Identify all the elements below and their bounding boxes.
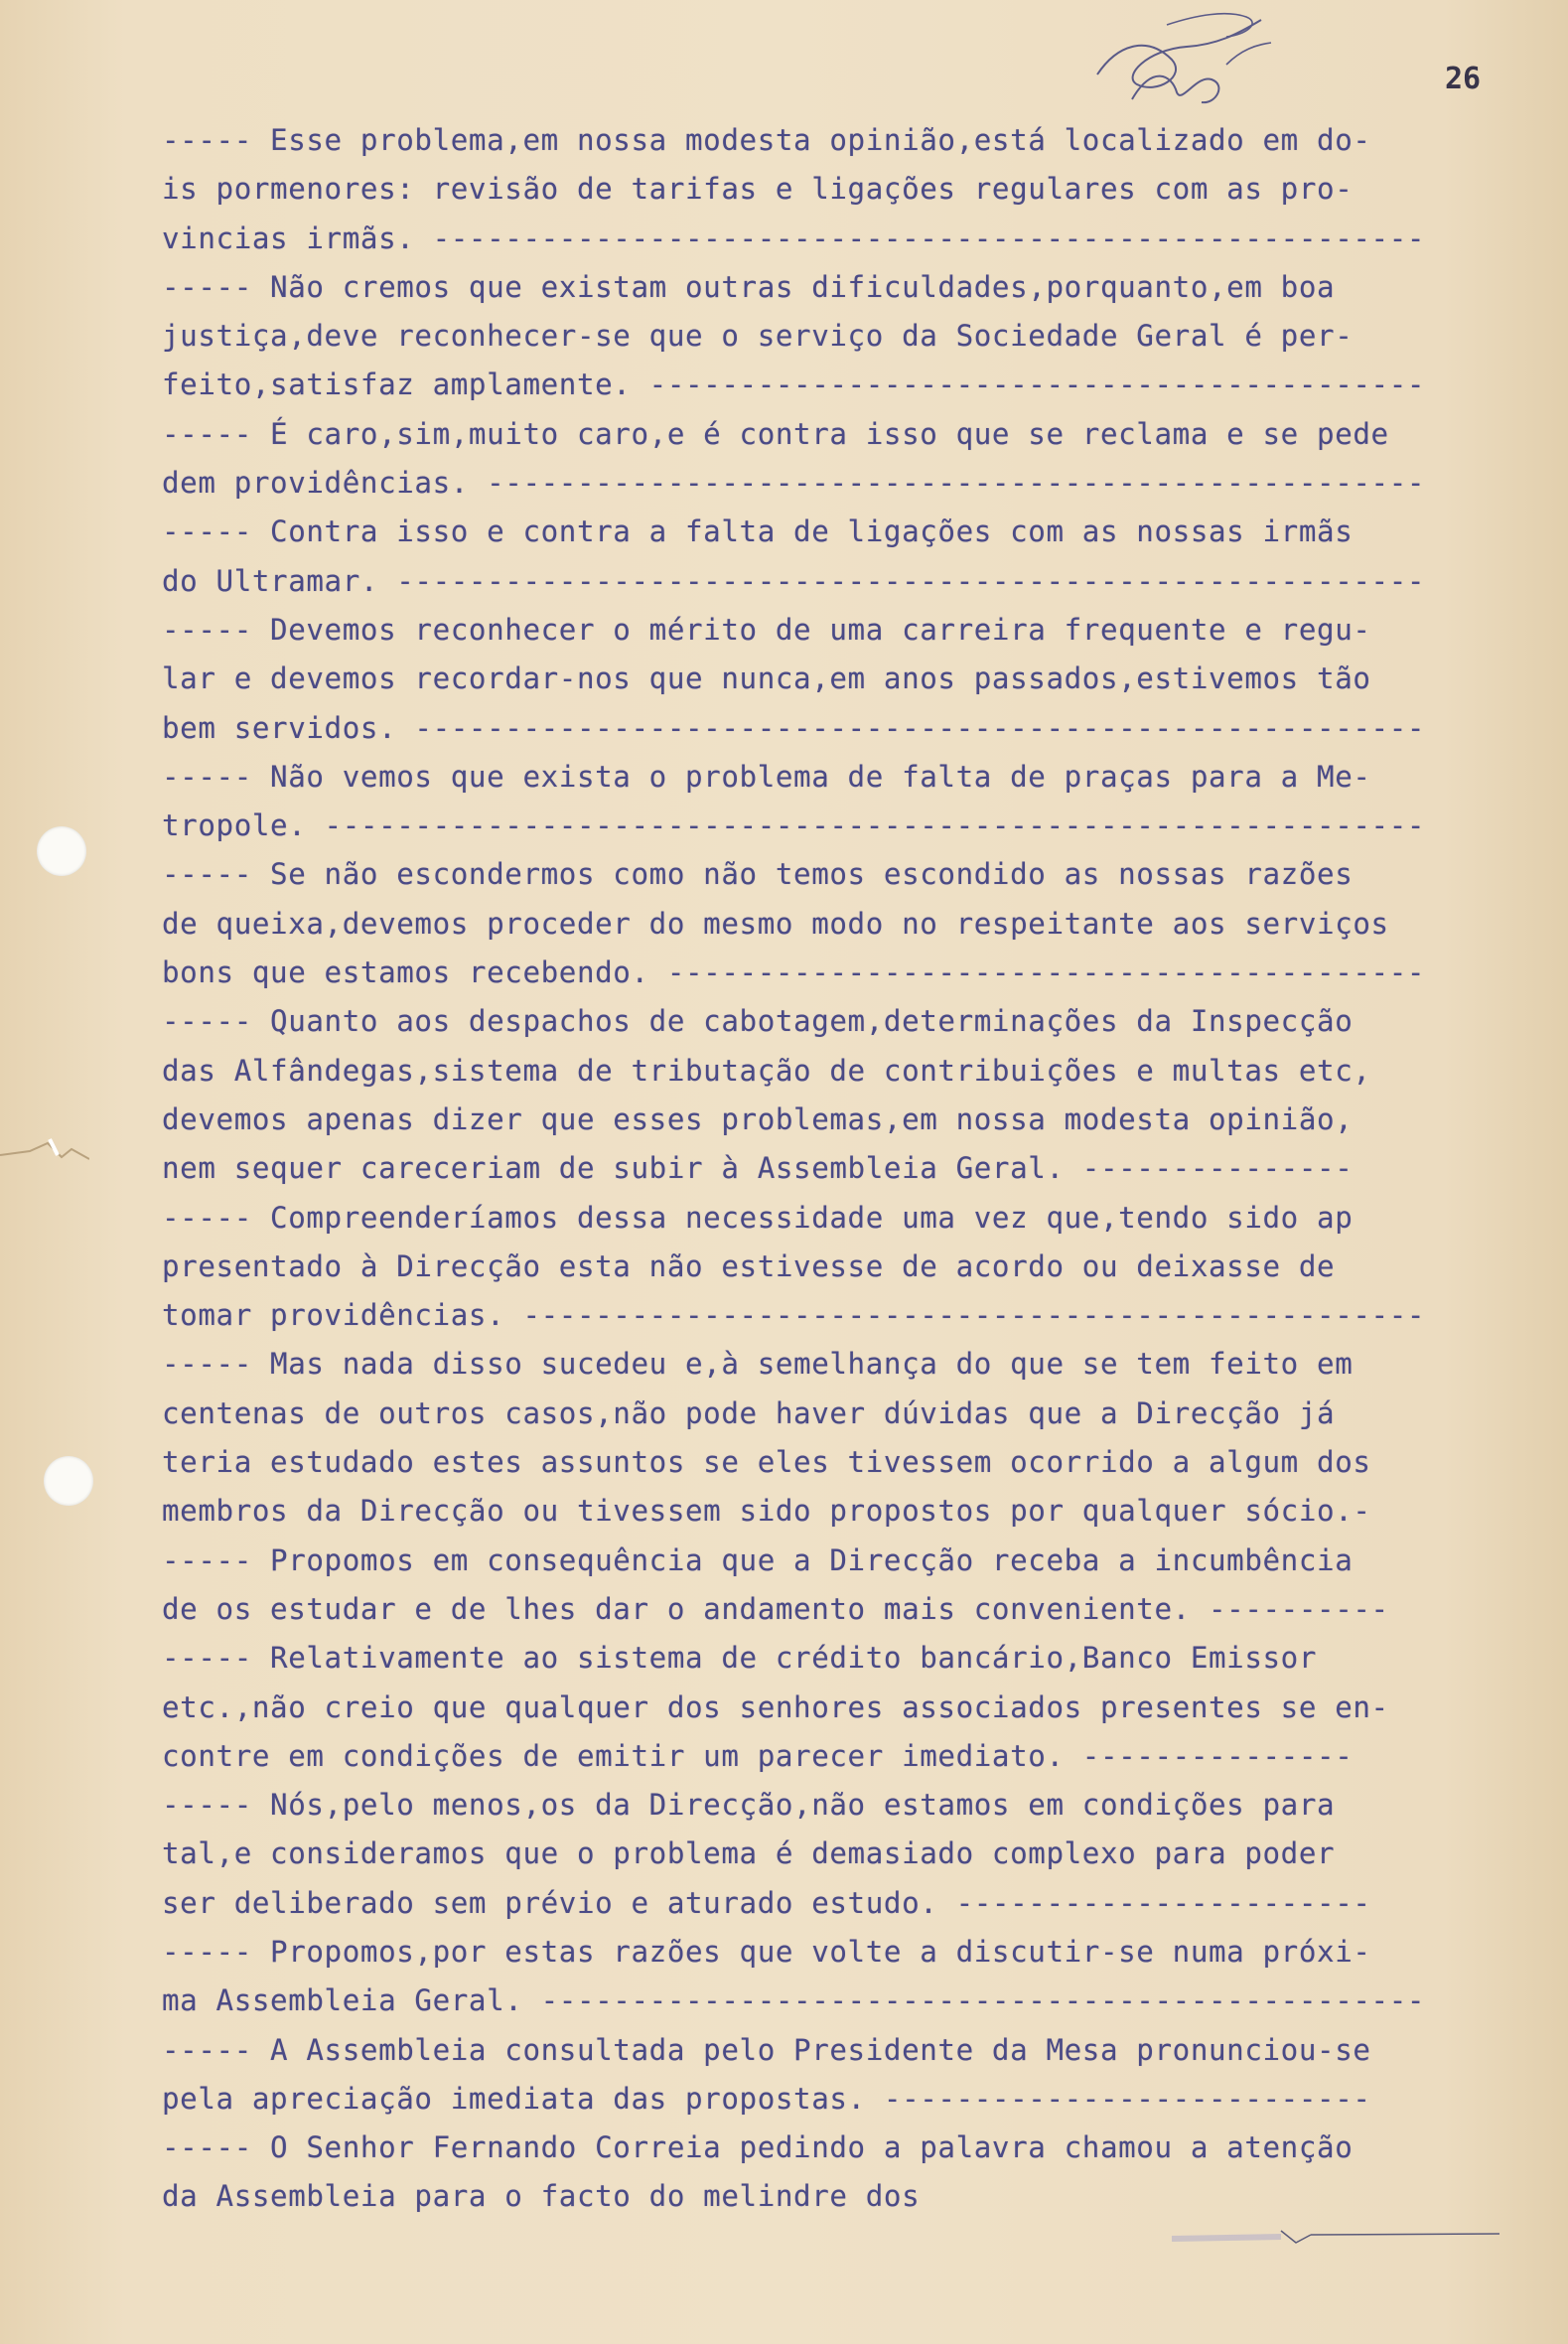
- text-line: ----- Nós,pelo menos,os da Direcção,não estamos em condições para: [162, 1788, 1336, 1823]
- punch-hole-lower: [44, 1456, 93, 1506]
- text-line: ----- Propomos,por estas razões que volte a discutir-se numa próxi-: [162, 1934, 1371, 1969]
- text-line: bons que estamos recebendo. ------------------------------------------: [162, 955, 1426, 990]
- page-number: 26: [1445, 62, 1482, 96]
- text-line: justiça,deve reconhecer-se que o serviço da Sociedade Geral é per-: [162, 319, 1354, 354]
- text-line: ----- Se não escondermos como não temos escondido as nossas razões: [162, 857, 1354, 892]
- text-line: is pormenores: revisão de tarifas e ligações regulares com as pro-: [162, 172, 1354, 207]
- text-line: ----- Mas nada disso sucedeu e,à semelhança do que se tem feito em: [162, 1347, 1354, 1382]
- text-line: da Assembleia para o facto do melindre dos: [162, 2179, 921, 2214]
- text-line: de os estudar e de lhes dar o andamento mais conveniente. ----------: [162, 1591, 1389, 1626]
- text-line: membros da Direcção ou tivessem sido propostos por qualquer sócio.-: [162, 1494, 1371, 1529]
- text-line: etc.,não creio que qualquer dos senhores associados presentes se en-: [162, 1689, 1389, 1724]
- text-line: de queixa,devemos proceder do mesmo modo no respeitante aos serviços: [162, 906, 1389, 941]
- typed-body-text: [162, 116, 1568, 2222]
- text-line: ----- Propomos em consequência que a Direcção receba a incumbência: [162, 1542, 1354, 1577]
- text-line: do Ultramar. ---------------------------------------------------------: [162, 563, 1426, 598]
- text-line: lar e devemos recordar-nos que nunca,em anos passados,estivemos tão: [162, 661, 1371, 696]
- text-line: tropole. -------------------------------------------------------------: [162, 808, 1426, 843]
- text-line: das Alfândegas,sistema de tributação de contribuições e multas etc,: [162, 1053, 1371, 1088]
- text-line: ----- Devemos reconhecer o mérito de uma carreira frequente e regu-: [162, 612, 1371, 647]
- punch-hole-upper: [37, 826, 86, 876]
- text-line: ----- Não vemos que exista o problema de falta de praças para a Me-: [162, 759, 1371, 794]
- text-line: presentado à Direcção esta não estivesse de acordo ou deixasse de: [162, 1248, 1336, 1283]
- text-line: ----- Contra isso e contra a falta de ligações com as nossas irmãs: [162, 514, 1354, 549]
- text-line: pela apreciação imediata das propostas. ---------------------------: [162, 2081, 1371, 2116]
- text-line: ----- É caro,sim,muito caro,e é contra isso que se reclama e se pede: [162, 416, 1389, 451]
- signature-mark: [1077, 5, 1286, 124]
- text-line: tomar providências. --------------------------------------------------: [162, 1298, 1426, 1333]
- stray-pen-stroke: [1162, 2221, 1509, 2251]
- text-line: ----- Não cremos que existam outras dificuldades,porquanto,em boa: [162, 269, 1336, 304]
- paper-tear-mark: [0, 1137, 89, 1167]
- text-line: tal,e consideramos que o problema é demasiado complexo para poder: [162, 1836, 1336, 1871]
- text-line: vincias irmãs. -------------------------------------------------------: [162, 220, 1426, 255]
- text-line: feito,satisfaz amplamente. -------------------------------------------: [162, 367, 1426, 402]
- text-line: dem providências. ----------------------------------------------------: [162, 466, 1426, 501]
- text-line: contre em condições de emitir um parecer imediato. ---------------: [162, 1738, 1354, 1773]
- text-line: ----- Compreenderíamos dessa necessidade uma vez que,tendo sido ap: [162, 1200, 1354, 1235]
- text-line: ----- O Senhor Fernando Correia pedindo a palavra chamou a atenção: [162, 2130, 1354, 2165]
- text-line: ma Assembleia Geral. -------------------------------------------------: [162, 1983, 1426, 2018]
- text-line: teria estudado estes assuntos se eles tivessem ocorrido a algum dos: [162, 1445, 1371, 1480]
- text-line: bem servidos. --------------------------------------------------------: [162, 710, 1426, 745]
- text-line: ser deliberado sem prévio e aturado estudo. -----------------------: [162, 1885, 1371, 1920]
- text-line: nem sequer careceriam de subir à Assembleia Geral. ---------------: [162, 1151, 1354, 1186]
- text-line: ----- Quanto aos despachos de cabotagem,determinações da Inspecção: [162, 1004, 1354, 1039]
- text-line: centenas de outros casos,não pode haver dúvidas que a Direcção já: [162, 1395, 1336, 1430]
- text-line: ----- Esse problema,em nossa modesta opinião,está localizado em do-: [162, 123, 1371, 157]
- text-line: ----- Relativamente ao sistema de crédito bancário,Banco Emissor: [162, 1641, 1318, 1676]
- text-line: ----- A Assembleia consultada pelo Presidente da Mesa pronunciou-se: [162, 2032, 1371, 2067]
- text-line: devemos apenas dizer que esses problemas,em nossa modesta opinião,: [162, 1101, 1354, 1136]
